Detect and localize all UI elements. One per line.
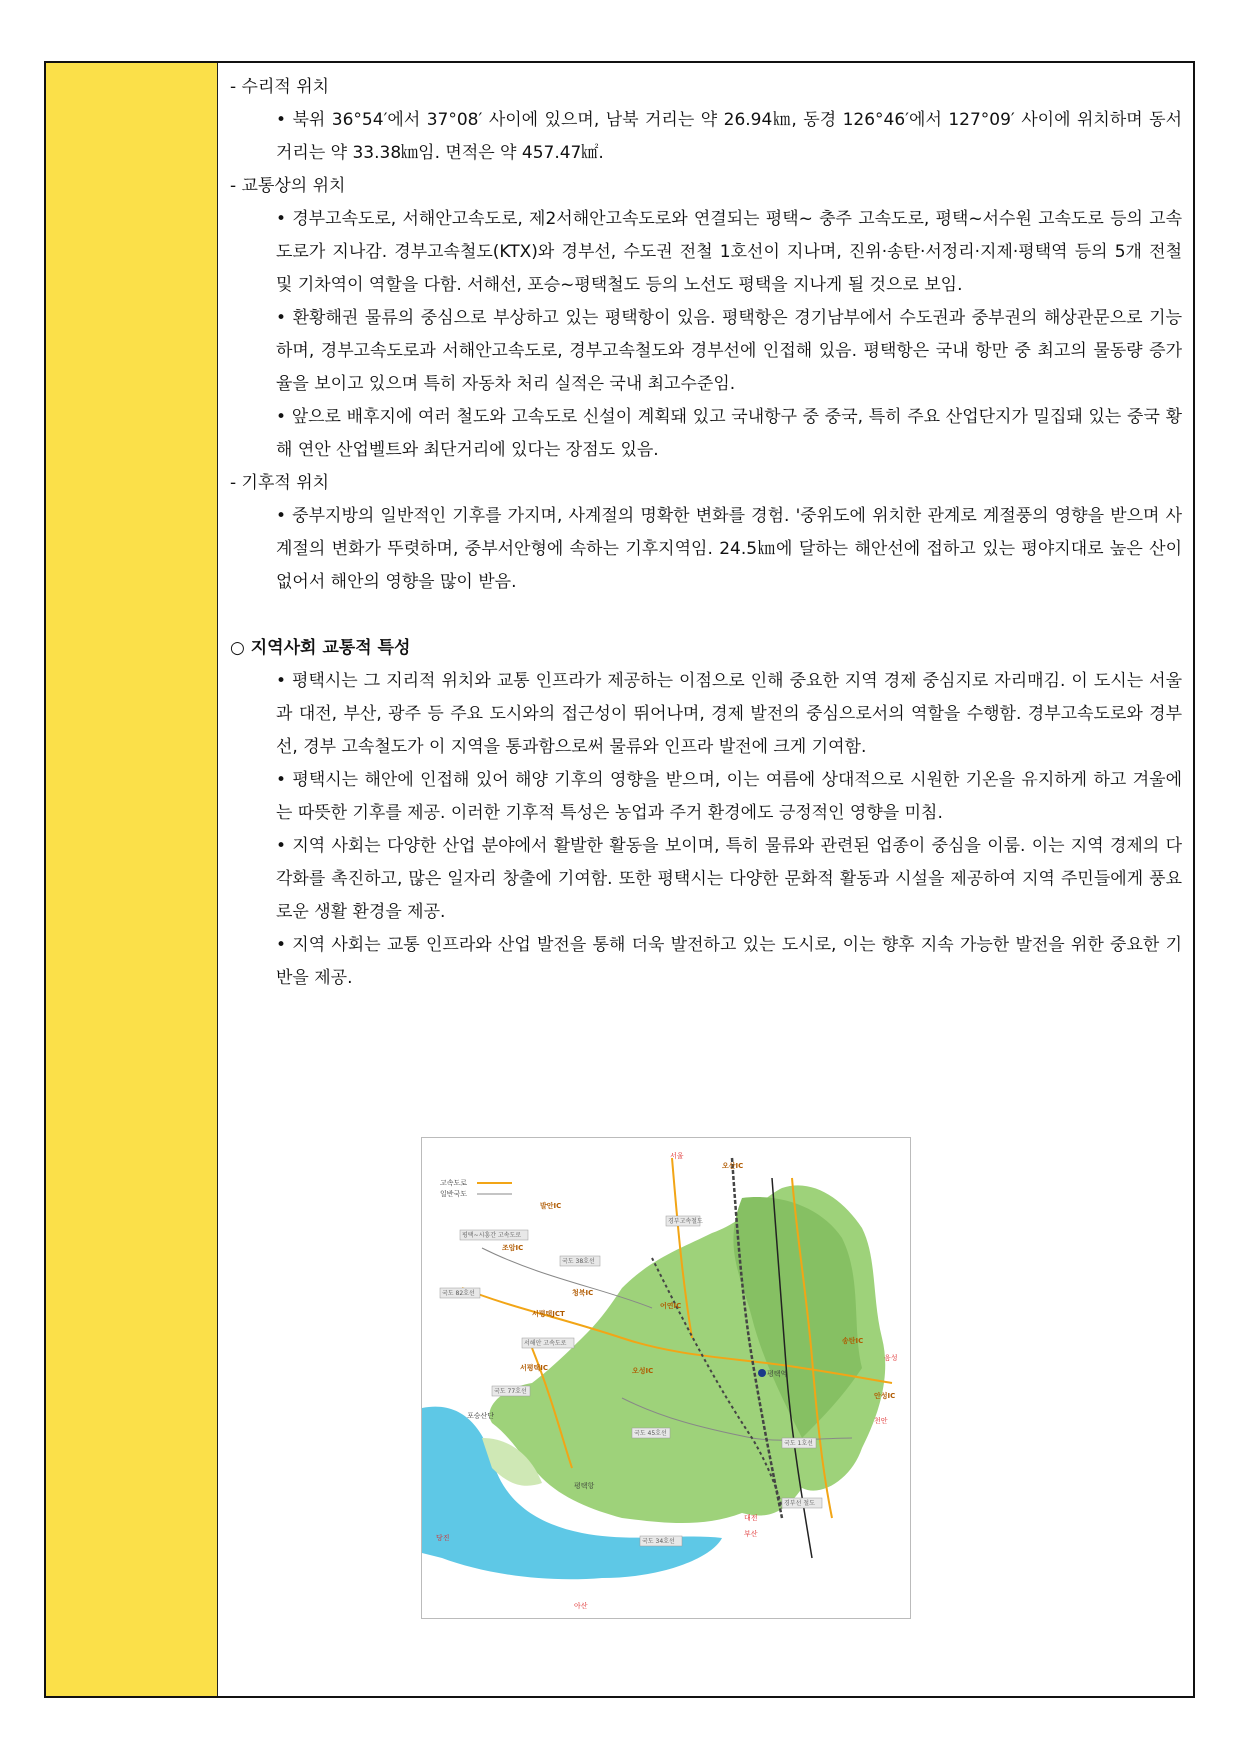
climate-location-text: • 중부지방의 일반적인 기후를 가지며, 사계절의 명확한 변화를 경험. '중위도에 위치한 관계로 계절풍의 영향을 받으며 사계절의 변화가 뚜렷하며, 중부서안형에 속하는 기후지역임. 24.5㎞에 달하는 해안선에 접하고 있는 평야지대로 높은 산이 없어서 해안의 영향을 많이 받음. <box>276 506 1182 592</box>
community-item: • 지역 사회는 다양한 산업 분야에서 활발한 활동을 보이며, 특히 물류와 관련된 업종이 중심을 이룸. 이는 지역 경제의 다각화를 촉진하고, 많은 일자리 창출에 기여함. 또한 평택시는 다양한 문화적 활동과 시설을 제공하여 지역 주민들에게 풍요로운 생활 환경을 제공. <box>276 836 1182 922</box>
yellow-label-column <box>46 63 218 1696</box>
map-label-joam-ic: 조암IC <box>502 1244 524 1252</box>
traffic-item: • 환황해권 물류의 중심으로 부상하고 있는 평택항이 있음. 평택항은 경기남부에서 수도권과 중부권의 해상관문으로 기능하며, 경부고속도로과 서해안고속도로, 경부고속철도와 경부선에 인접해 있음. 평택항은 국내 항만 중 최고의 물동량 증가율을 보이고 있으며 특히 자동차 처리 실적은 국내 최고수준임. <box>276 308 1182 394</box>
map-label-cheongbuk-ic: 청북IC <box>572 1289 594 1297</box>
map-label-busan: 부산 <box>744 1530 758 1538</box>
pyeongtaek-transport-map <box>421 1137 911 1619</box>
map-label-daejeon: 대전 <box>744 1514 758 1522</box>
map-label-route45: 국도 45호선 <box>634 1430 667 1437</box>
map-label-osong-ic: 오성IC <box>632 1367 654 1375</box>
map-label-songtan-ic: 송탄IC <box>842 1337 864 1345</box>
map-label-gyeongbu-rail: 경부고속철도 <box>668 1218 703 1225</box>
map-label-eojeon-ic: 어연IC <box>660 1302 682 1310</box>
community-item: • 평택시는 그 지리적 위치와 교통 인프라가 제공하는 이점으로 인해 중요한 지역 경제 중심지로 자리매김. 이 도시는 서울과 대전, 부산, 광주 등 주요 도시와의 접근성이 뛰어나며, 경제 발전의 중심으로서의 역할을 수행함. 경부고속도로와 경부선, 경부 고속철도가 이 지역을 통과함으로써 물류와 인프라 발전에 크게 기여함. <box>276 671 1182 757</box>
map-label-route82: 국도 82호선 <box>442 1290 475 1297</box>
map-label-seopyeong-ic: 서평택IC <box>520 1364 549 1372</box>
math-location-text: • 북위 36°54′에서 37°08′ 사이에 있으며, 남북 거리는 약 26.94㎞, 동경 126°46′에서 127°09′ 사이에 위치하며 동서 거리는 약 33.38㎞임. 면적은 약 457.47㎢. <box>276 110 1182 163</box>
map-label-balan-ic: 발안IC <box>540 1202 562 1210</box>
map-label-pyeongtaek-port: 평택항 <box>574 1482 595 1490</box>
map-label-chungju: 음성 <box>884 1354 898 1362</box>
traffic-item: • 경부고속도로, 서해안고속도로, 제2서해안고속도로와 연결되는 평택~ 충주 고속도로, 평택~서수원 고속도로 등의 고속도로가 지나감. 경부고속철도(KTX)와 경부선, 수도권 전철 1호선이 지나며, 진위·송탄·서정리·지제·평택역 등의 5개 전철 및 기차역이 역할을 다함. 서해선, 포승~평택철도 등의 노선도 평택을 지나게 될 것으로 보임. <box>276 209 1182 295</box>
map-label-route1: 국도 1호선 <box>784 1440 813 1447</box>
community-item: • 지역 사회는 교통 인프라와 산업 발전을 통해 더욱 발전하고 있는 도시로, 이는 향후 지속 가능한 발전을 위한 중요한 기반을 제공. <box>276 935 1182 988</box>
map-label-poseung: 포승산단 <box>467 1412 495 1420</box>
math-location-heading: - 수리적 위치 <box>230 77 330 97</box>
map-label-asan: 아산 <box>574 1602 588 1610</box>
community-section-title: ○ 지역사회 교통적 특성 <box>230 638 411 658</box>
map-label-anseong-ic: 안성IC <box>874 1392 896 1400</box>
climate-location-heading: - 기후적 위치 <box>230 473 330 493</box>
map-label-cheonan: 천안 <box>874 1417 888 1425</box>
map-label-dangjin: 당진 <box>436 1534 450 1542</box>
map-label-route34: 국도 34호선 <box>642 1538 675 1545</box>
map-label-route38: 국도 38호선 <box>562 1258 595 1265</box>
map-figure <box>422 1138 910 1618</box>
document-content <box>230 71 1182 995</box>
city-hall-marker <box>758 1369 766 1377</box>
legend-highway-label: 고속도로 <box>440 1179 468 1187</box>
traffic-location-heading: - 교통상의 위치 <box>230 176 346 196</box>
map-label-seohaean: 서해안 고속도로 <box>524 1340 567 1347</box>
map-label-seoul: 서울 <box>670 1152 684 1160</box>
map-legend <box>440 1178 512 1198</box>
map-label-osan-ic: 오산IC <box>722 1162 744 1170</box>
map-label-seopyeong-jct: 서평택JCT <box>532 1310 565 1318</box>
map-label-pyeongtaek-siheung: 평택~시흥간 고속도로 <box>462 1232 522 1239</box>
community-item: • 평택시는 해안에 인접해 있어 해양 기후의 영향을 받으며, 이는 여름에 상대적으로 시원한 기온을 유지하게 하고 겨울에는 따뜻한 기후를 제공. 이러한 기후적 특성은 농업과 주거 환경에도 긍정적인 영향을 미침. <box>276 770 1182 823</box>
map-label-route77: 국도 77호선 <box>494 1388 527 1395</box>
legend-national-road-label: 일반국도 <box>440 1190 468 1198</box>
map-label-pyeongtaek-station: 평택역 <box>767 1370 788 1378</box>
map-label-gyeongbu-line: 경부선 철도 <box>784 1500 815 1507</box>
traffic-item: • 앞으로 배후지에 여러 철도와 고속도로 신설이 계획돼 있고 국내항구 중 중국, 특히 주요 산업단지가 밀집돼 있는 중국 황해 연안 산업벨트와 최단거리에 있다는 장점도 있음. <box>276 407 1182 460</box>
